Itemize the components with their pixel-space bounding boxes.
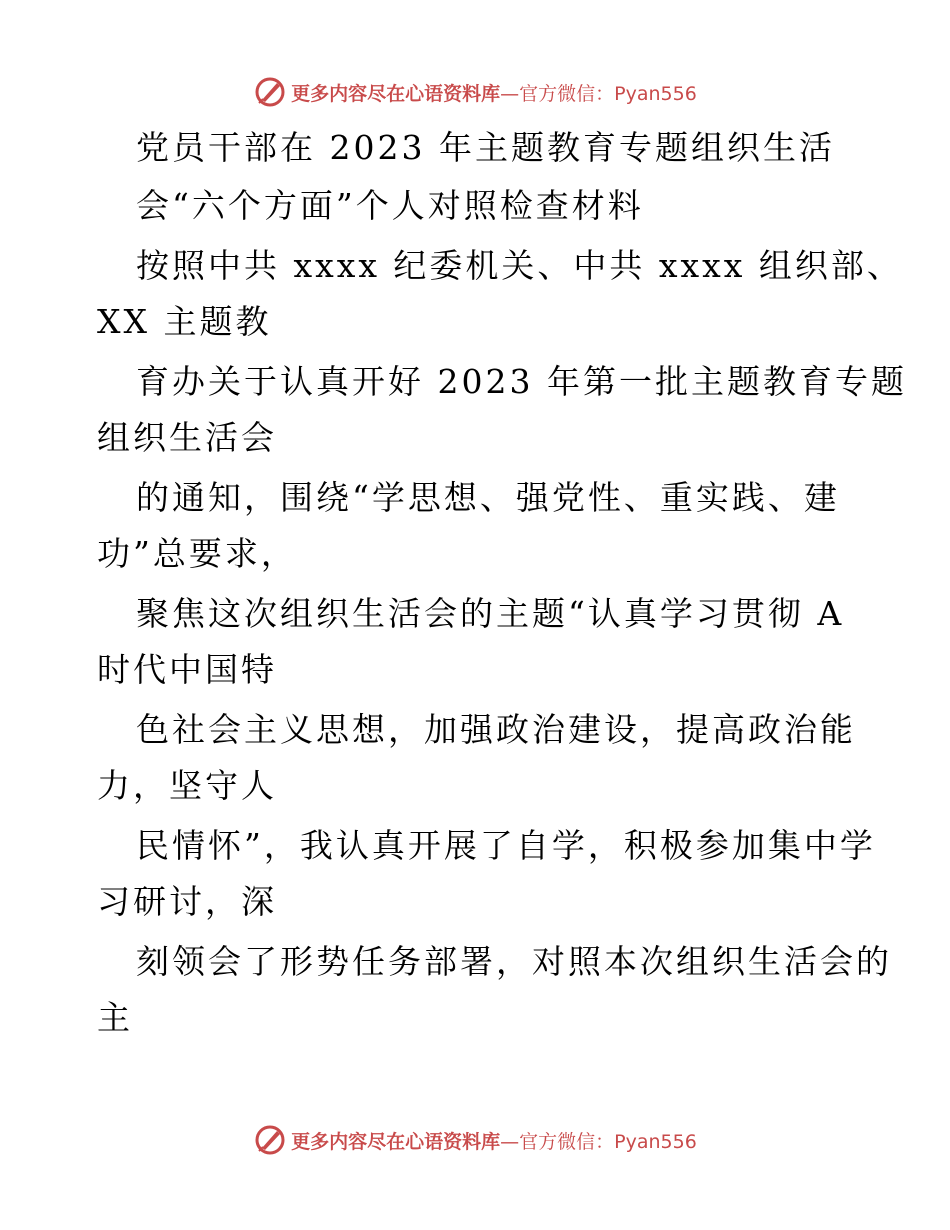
doc-line: 刻领会了形势任务部署，对照本次组织生活会的 xyxy=(136,942,892,981)
doc-line: 色社会主义思想，加强政治建设，提高政治能 xyxy=(136,710,856,749)
doc-line: 功”总要求， xyxy=(97,534,297,573)
doc-line: 的通知，围绕“学思想、强党性、重实践、建 xyxy=(136,478,840,517)
doc-line: 会“六个方面”个人对照检查材料 xyxy=(136,186,644,225)
doc-line: 民情怀”，我认真开展了自学，积极参加集中学 xyxy=(136,826,876,865)
doc-line: 按照中共 xxxx 纪委机关、中共 xxxx 组织部、 xyxy=(136,246,903,285)
watermark-text xyxy=(291,79,697,106)
watermark-main-text: 更多内容尽在心语资料库 xyxy=(291,1130,501,1153)
watermark-suffix-text: 官方微信：Pyan556 xyxy=(519,1130,697,1153)
watermark-separator: — xyxy=(500,1130,520,1153)
doc-line: 力，坚守人 xyxy=(97,766,277,805)
watermark-suffix-text: 官方微信：Pyan556 xyxy=(519,82,697,105)
doc-line: 主 xyxy=(97,998,133,1037)
watermark-separator: — xyxy=(500,82,520,105)
quill-logo-icon xyxy=(253,75,287,109)
quill-logo-icon xyxy=(253,1123,287,1157)
watermark-text xyxy=(291,1127,697,1154)
watermark-main-text: 更多内容尽在心语资料库 xyxy=(291,82,501,105)
footer-watermark xyxy=(0,1120,950,1160)
doc-line: 党员干部在 2023 年主题教育专题组织生活 xyxy=(136,128,835,167)
doc-line: 育办关于认真开好 2023 年第一批主题教育专题 xyxy=(136,362,907,401)
doc-line: 时代中国特 xyxy=(97,650,277,689)
doc-line: XX 主题教 xyxy=(97,302,272,341)
doc-line: 习研讨，深 xyxy=(97,882,277,921)
header-watermark xyxy=(0,72,950,112)
doc-line: 组织生活会 xyxy=(97,418,277,457)
doc-line: 聚焦这次组织生活会的主题“认真学习贯彻 A xyxy=(136,594,845,633)
